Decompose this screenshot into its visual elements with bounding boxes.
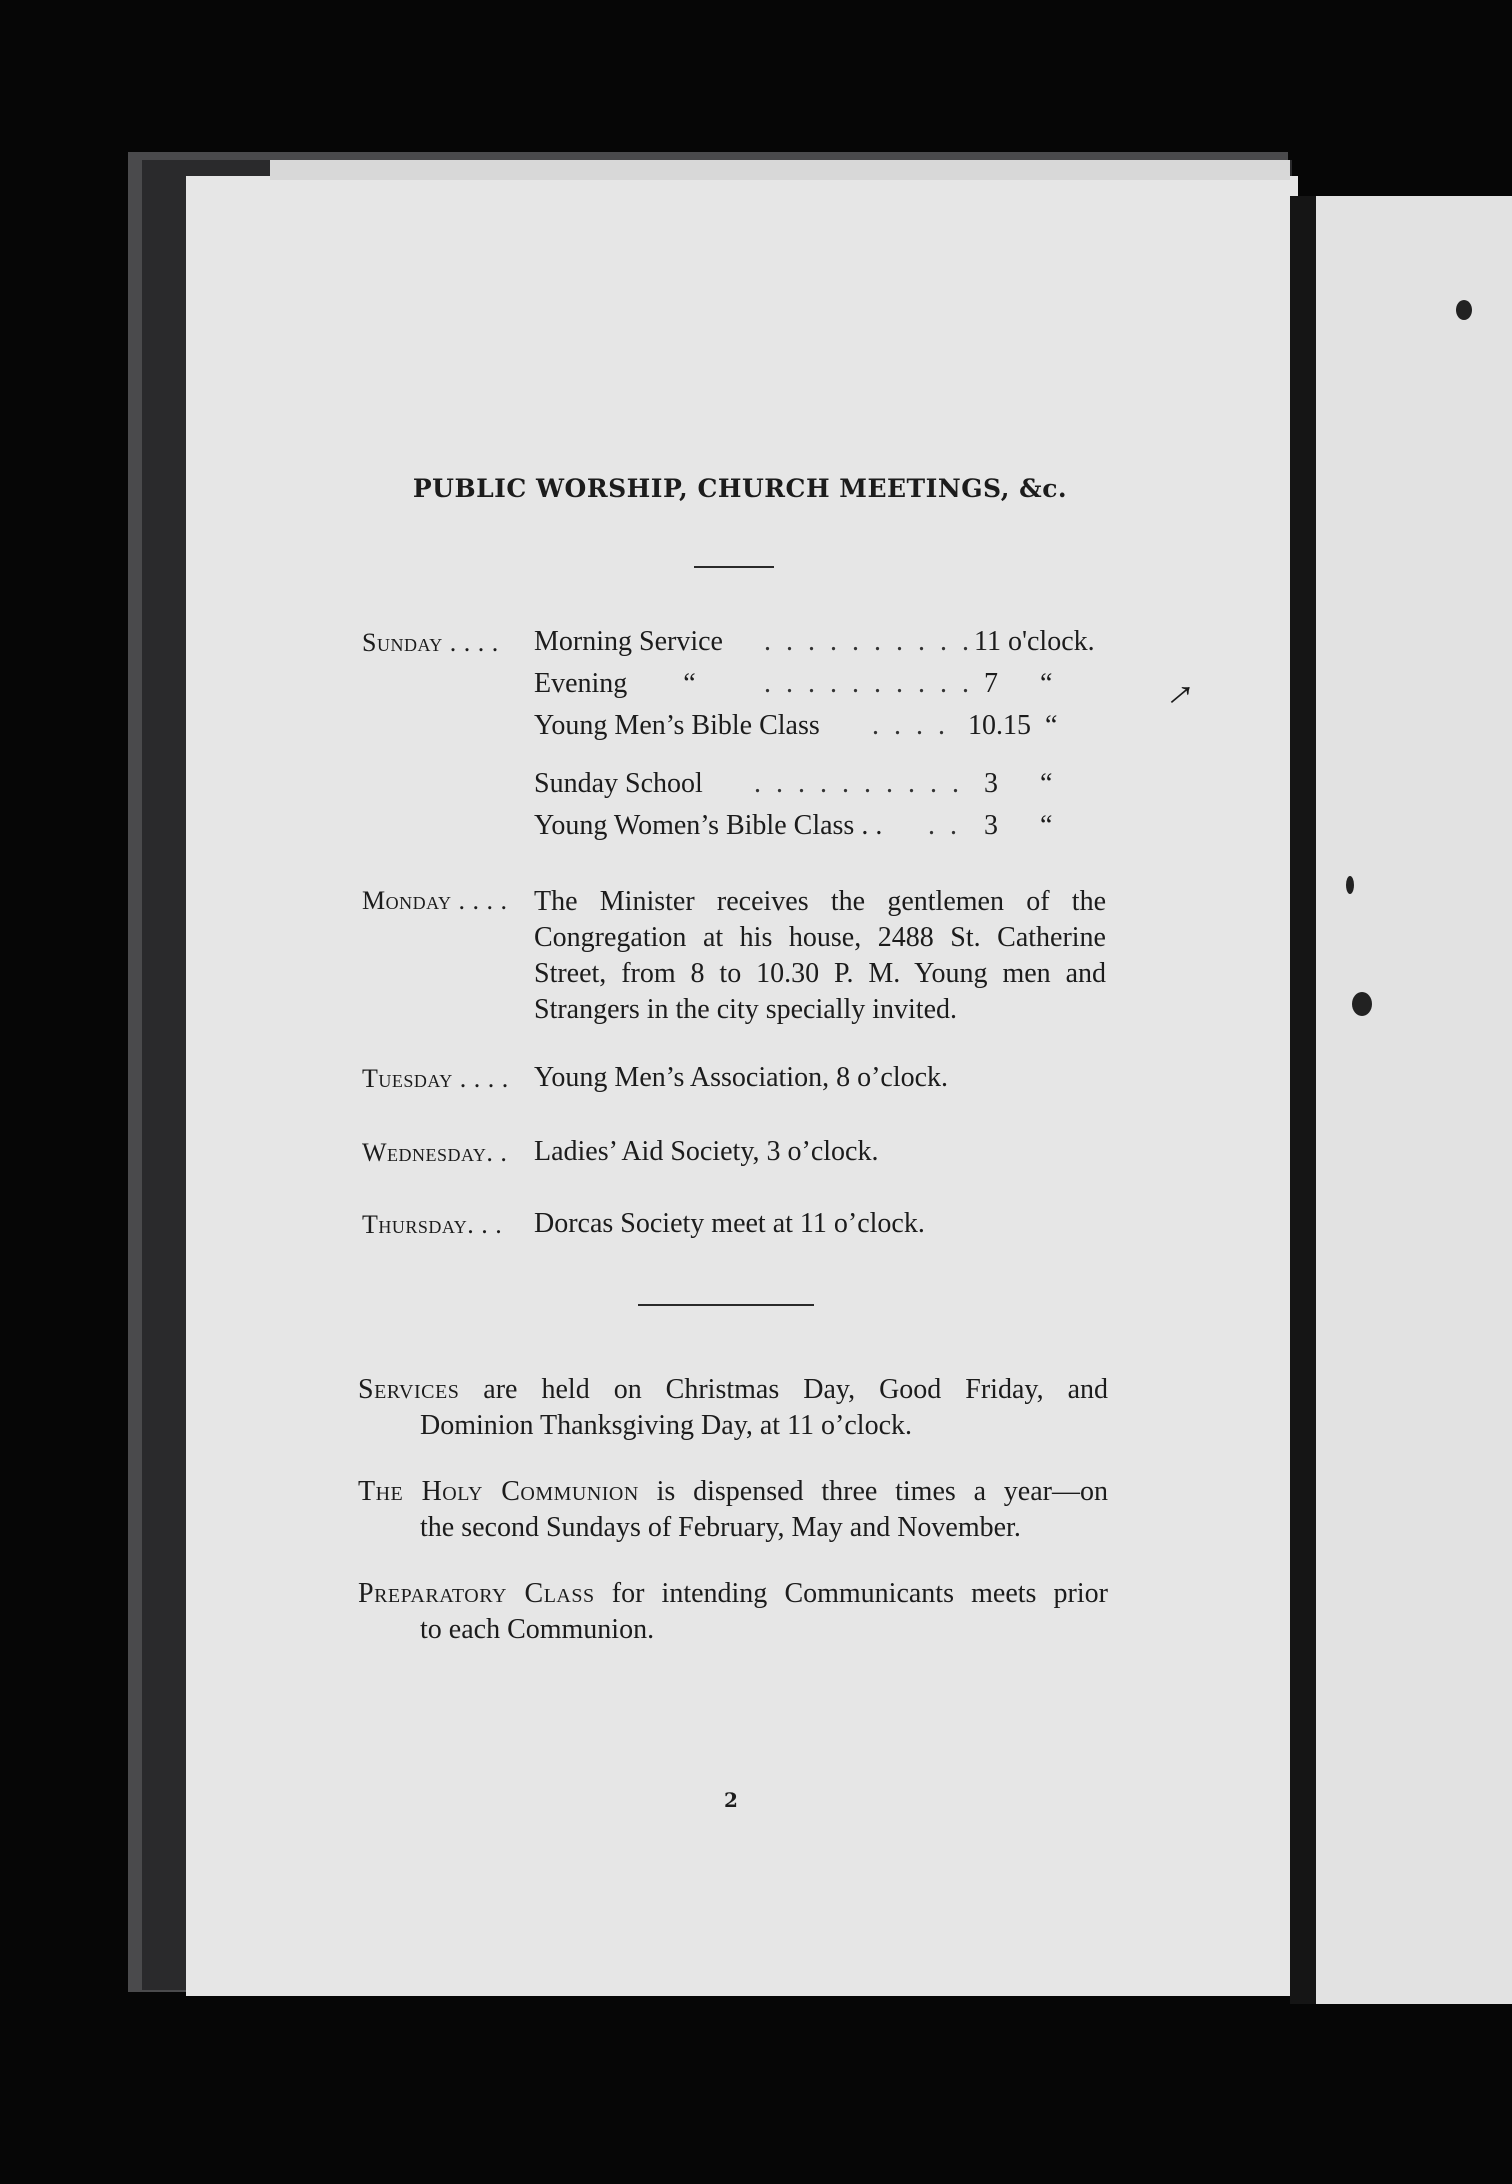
margin-arrow-mark: → [1146, 659, 1206, 720]
service-time: 7 “ [984, 668, 1053, 699]
page-title: PUBLIC WORSHIP, CHURCH MEETINGS, &c. [412, 474, 1068, 503]
notice-text-continued: Dominion Thanksgiving Day, at 11 o’clock. [420, 1410, 912, 1441]
thursday-label: Thursday. . . [362, 1210, 503, 1239]
service-row [534, 668, 1106, 704]
wednesday-label: Wednesday. . [362, 1138, 508, 1167]
right-page [1316, 196, 1512, 2004]
notice-term: Preparatory Class [358, 1578, 595, 1609]
tuesday-text: Young Men’s Association, 8 o’clock. [534, 1062, 949, 1093]
service-row [534, 768, 1106, 804]
monday-description [534, 884, 1106, 1028]
notice-holy-communion [358, 1474, 1108, 1546]
notice-text-continued: the second Sundays of February, May and November. [420, 1512, 1021, 1543]
service-time: 10.15 “ [968, 710, 1058, 741]
leader-dots: . . [928, 810, 961, 841]
ink-blot [1456, 300, 1472, 320]
title-divider [694, 566, 774, 568]
paragraph-line: Congregation at his house, 2488 St. Catherine [534, 922, 1106, 953]
paragraph-line: Street, from 8 to 10.30 P. M. Young men and [534, 958, 1106, 989]
sunday-label: Sunday . . . . [362, 628, 499, 657]
wednesday-text: Ladies’ Aid Society, 3 o’clock. [534, 1136, 879, 1167]
notice-preparatory-class [358, 1576, 1108, 1648]
book-gutter [1290, 196, 1318, 2004]
service-name: Young Men’s Bible Class [534, 710, 820, 741]
notice-text-continued: to each Communion. [420, 1614, 655, 1645]
service-name: Evening “ [534, 668, 696, 699]
notice-text: for intending Communicants meets prior [594, 1578, 1108, 1609]
service-time: 3 “ [984, 810, 1053, 841]
tuesday-label: Tuesday . . . . [362, 1064, 509, 1093]
paragraph-line: The Minister receives the gentlemen of the [534, 886, 1106, 917]
notice-text: is dispensed three times a year—on [638, 1476, 1108, 1507]
ink-blot [1346, 876, 1354, 894]
thursday-text: Dorcas Society meet at 11 o’clock. [534, 1208, 925, 1239]
ink-blot [1352, 992, 1372, 1016]
notice-text: are held on Christmas Day, Good Friday, and [459, 1374, 1108, 1405]
service-name: Morning Service [534, 626, 723, 657]
notice-services [358, 1372, 1108, 1444]
page-number: 2 [724, 1788, 738, 1812]
service-time: 11 o'clock. [974, 626, 1095, 657]
page-top-edge [270, 160, 1290, 180]
monday-label: Monday . . . . [362, 886, 508, 915]
leader-dots: . . . . . . . . . . [764, 668, 973, 699]
service-name: Sunday School [534, 768, 703, 799]
notice-term: Services [358, 1374, 460, 1405]
leader-dots: . . . . . . . . . . [764, 626, 973, 657]
section-divider [638, 1304, 814, 1306]
leader-dots: . . . . [872, 710, 949, 741]
leader-dots: . . . . . . . . . . [754, 768, 963, 799]
service-time: 3 “ [984, 768, 1053, 799]
service-name: Young Women’s Bible Class . . [534, 810, 883, 841]
notice-term: The Holy Communion [358, 1476, 639, 1507]
service-row [534, 710, 1106, 746]
service-row [534, 626, 1106, 662]
paragraph-line: Strangers in the city specially invited. [534, 994, 958, 1025]
service-row [534, 810, 1106, 846]
